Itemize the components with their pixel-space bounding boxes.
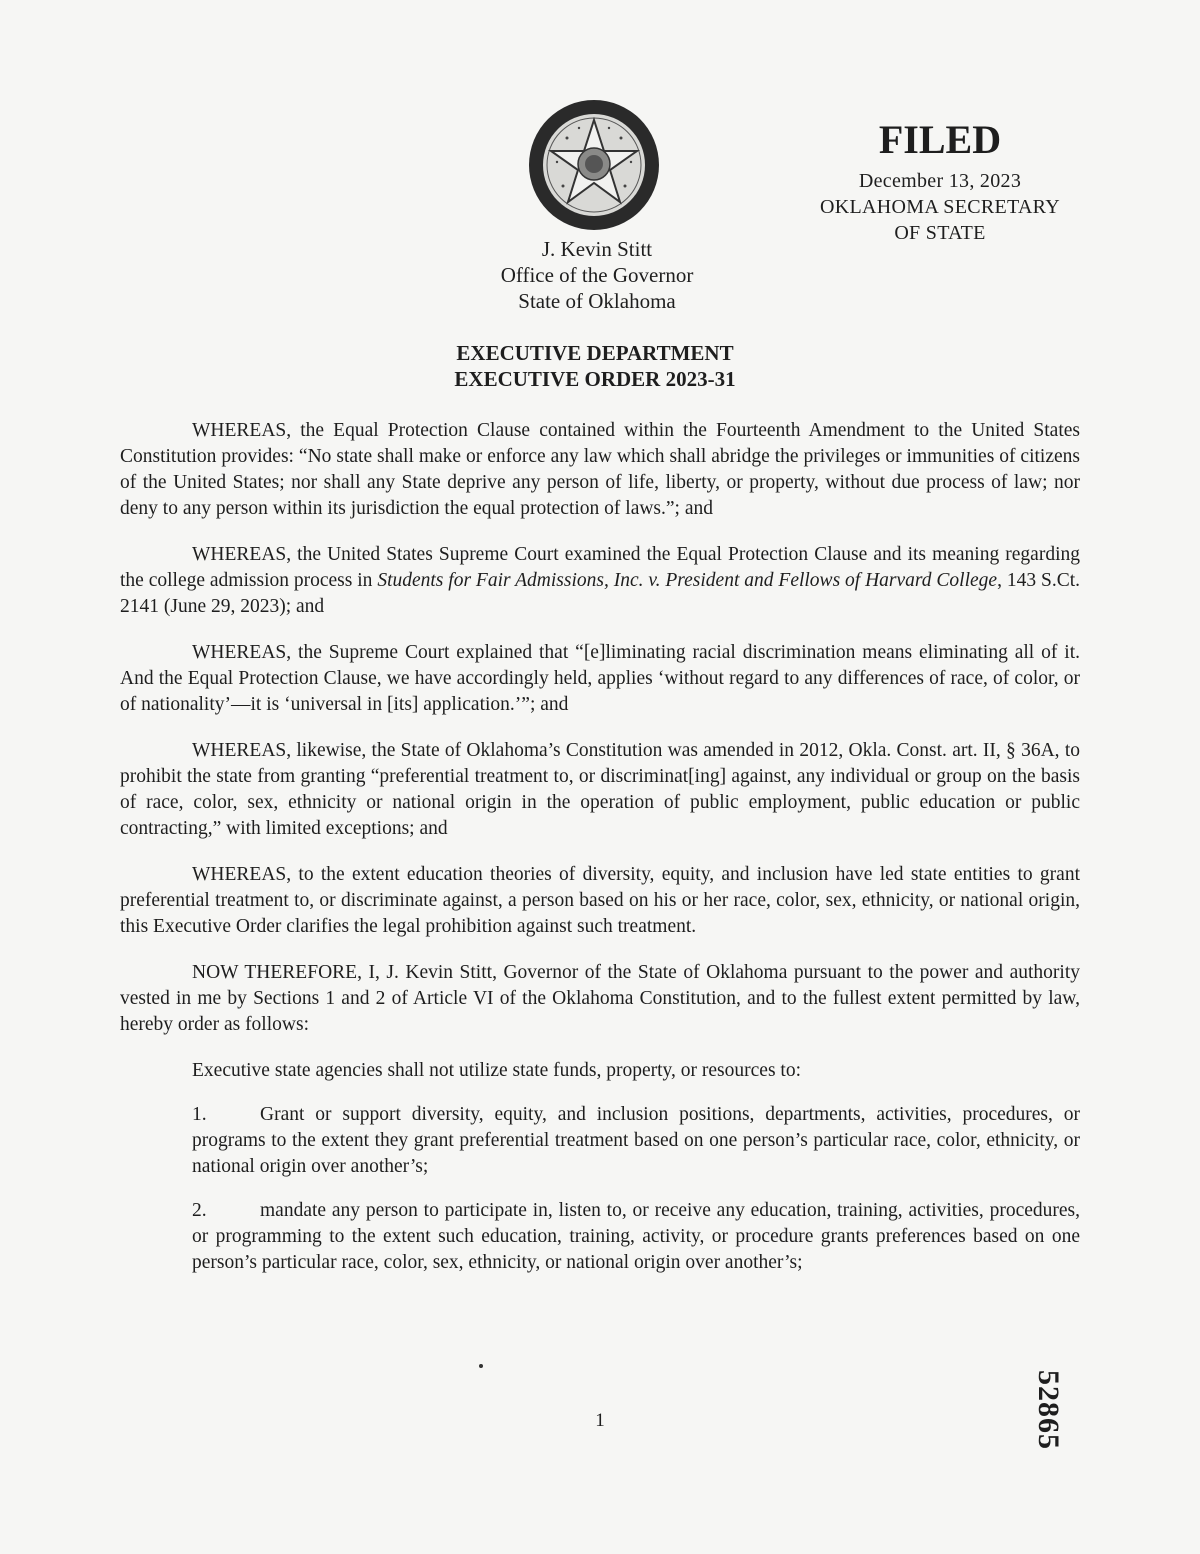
list-item-text: mandate any person to participate in, listen to, or receive any education, training, activities, procedures, or programming to the extent such education, training, activity, or procedure grants preferences based on one person’s particular race, color, sex, ethnicity, or national origin over another’s;: [192, 1200, 1080, 1273]
filed-date: December 13, 2023: [858, 170, 1022, 192]
filed-word: FILED: [878, 117, 1002, 162]
filed-office-line1: OKLAHOMA SECRETARY: [820, 196, 1060, 218]
whereas-paragraph-5: WHEREAS, to the extent education theories of diversity, equity, and inclusion have led state entities to grant preferential treatment to, or discriminate against, a person based on his or her race, color, sex, ethnicity, or national origin, this Executive Order clarifies the legal prohibition against such treatment.: [120, 864, 1080, 937]
order-body: [120, 418, 1080, 1294]
heading-line1: EXECUTIVE DEPARTMENT: [456, 341, 734, 365]
governor-state: State of Oklahoma: [518, 289, 676, 313]
governor-office: Office of the Governor: [500, 263, 694, 287]
state-seal-icon: [527, 98, 661, 232]
case-name: Students for Fair Admissions, Inc. v. President and Fellows of Harvard College: [377, 570, 998, 591]
now-therefore-paragraph: NOW THEREFORE, I, J. Kevin Stitt, Governor of the State of Oklahoma pursuant to the power and authority vested in me by Sections 1 and 2 of Article VI of the Oklahoma Constitution, and to the fullest extent permitted by law, hereby order as follows:: [120, 962, 1080, 1035]
list-item: [192, 1102, 1080, 1180]
whereas-paragraph-1: WHEREAS, the Equal Protection Clause contained within the Fourteenth Amendment to the United States Constitution provides: “No state shall make or enforce any law which shall abridge the privileges or immunities of citizens of the United States; nor shall any State deprive any person of life, liberty, or property, without due process of law; nor deny to any person within its jurisdiction the equal protection of laws.”; and: [120, 420, 1080, 519]
filing-number: 52865: [1032, 1370, 1065, 1450]
whereas-paragraph-3: WHEREAS, the Supreme Court explained that “[e]liminating racial discrimination means eliminating all of it. And the Equal Protection Clause, we have accordingly held, applies ‘without regard to any differences of race, of color, or of nationality’—it is ‘universal in [its] application.’”; and: [120, 642, 1080, 715]
heading-line2: EXECUTIVE ORDER 2023-31: [454, 367, 736, 391]
list-item-number: 1.: [192, 1104, 207, 1125]
stray-mark: [479, 1364, 483, 1368]
whereas-paragraph-2: [120, 542, 1080, 620]
governor-name: J. Kevin Stitt: [541, 237, 653, 261]
whereas-paragraph-4: WHEREAS, likewise, the State of Oklahoma’s Constitution was amended in 2012, Okla. Const. art. II, § 36A, to prohibit the state from granting “preferential treatment to, or discriminat[ing] against, any individual or group on the basis of race, color, sex, ethnicity or national origin in the operation of public employment, public education or public contracting,” with limited exceptions; and: [120, 740, 1080, 839]
filed-office-line2: OF STATE: [894, 222, 986, 244]
filed-stamp: [790, 118, 1090, 246]
governor-block: [460, 236, 734, 314]
list-item-text: Grant or support diversity, equity, and inclusion positions, departments, activities, procedures, or programs to the extent they grant preferential treatment based on one person’s particular race, color, ethnicity, or national origin over another’s;: [192, 1104, 1080, 1177]
directive-intro: Executive state agencies shall not utilize state funds, property, or resources to:: [192, 1060, 801, 1081]
list-item: [192, 1198, 1080, 1276]
order-heading: [380, 340, 810, 392]
p2-before: WHEREAS, the United States Supreme Court examined the Equal Protection Clause and its meaning regarding the college admission process in: [120, 544, 1080, 591]
page-number: 1: [595, 1410, 605, 1431]
list-item-number: 2.: [192, 1200, 207, 1221]
p2-after: , 143 S.Ct. 2141 (June 29, 2023); and: [120, 570, 1080, 617]
